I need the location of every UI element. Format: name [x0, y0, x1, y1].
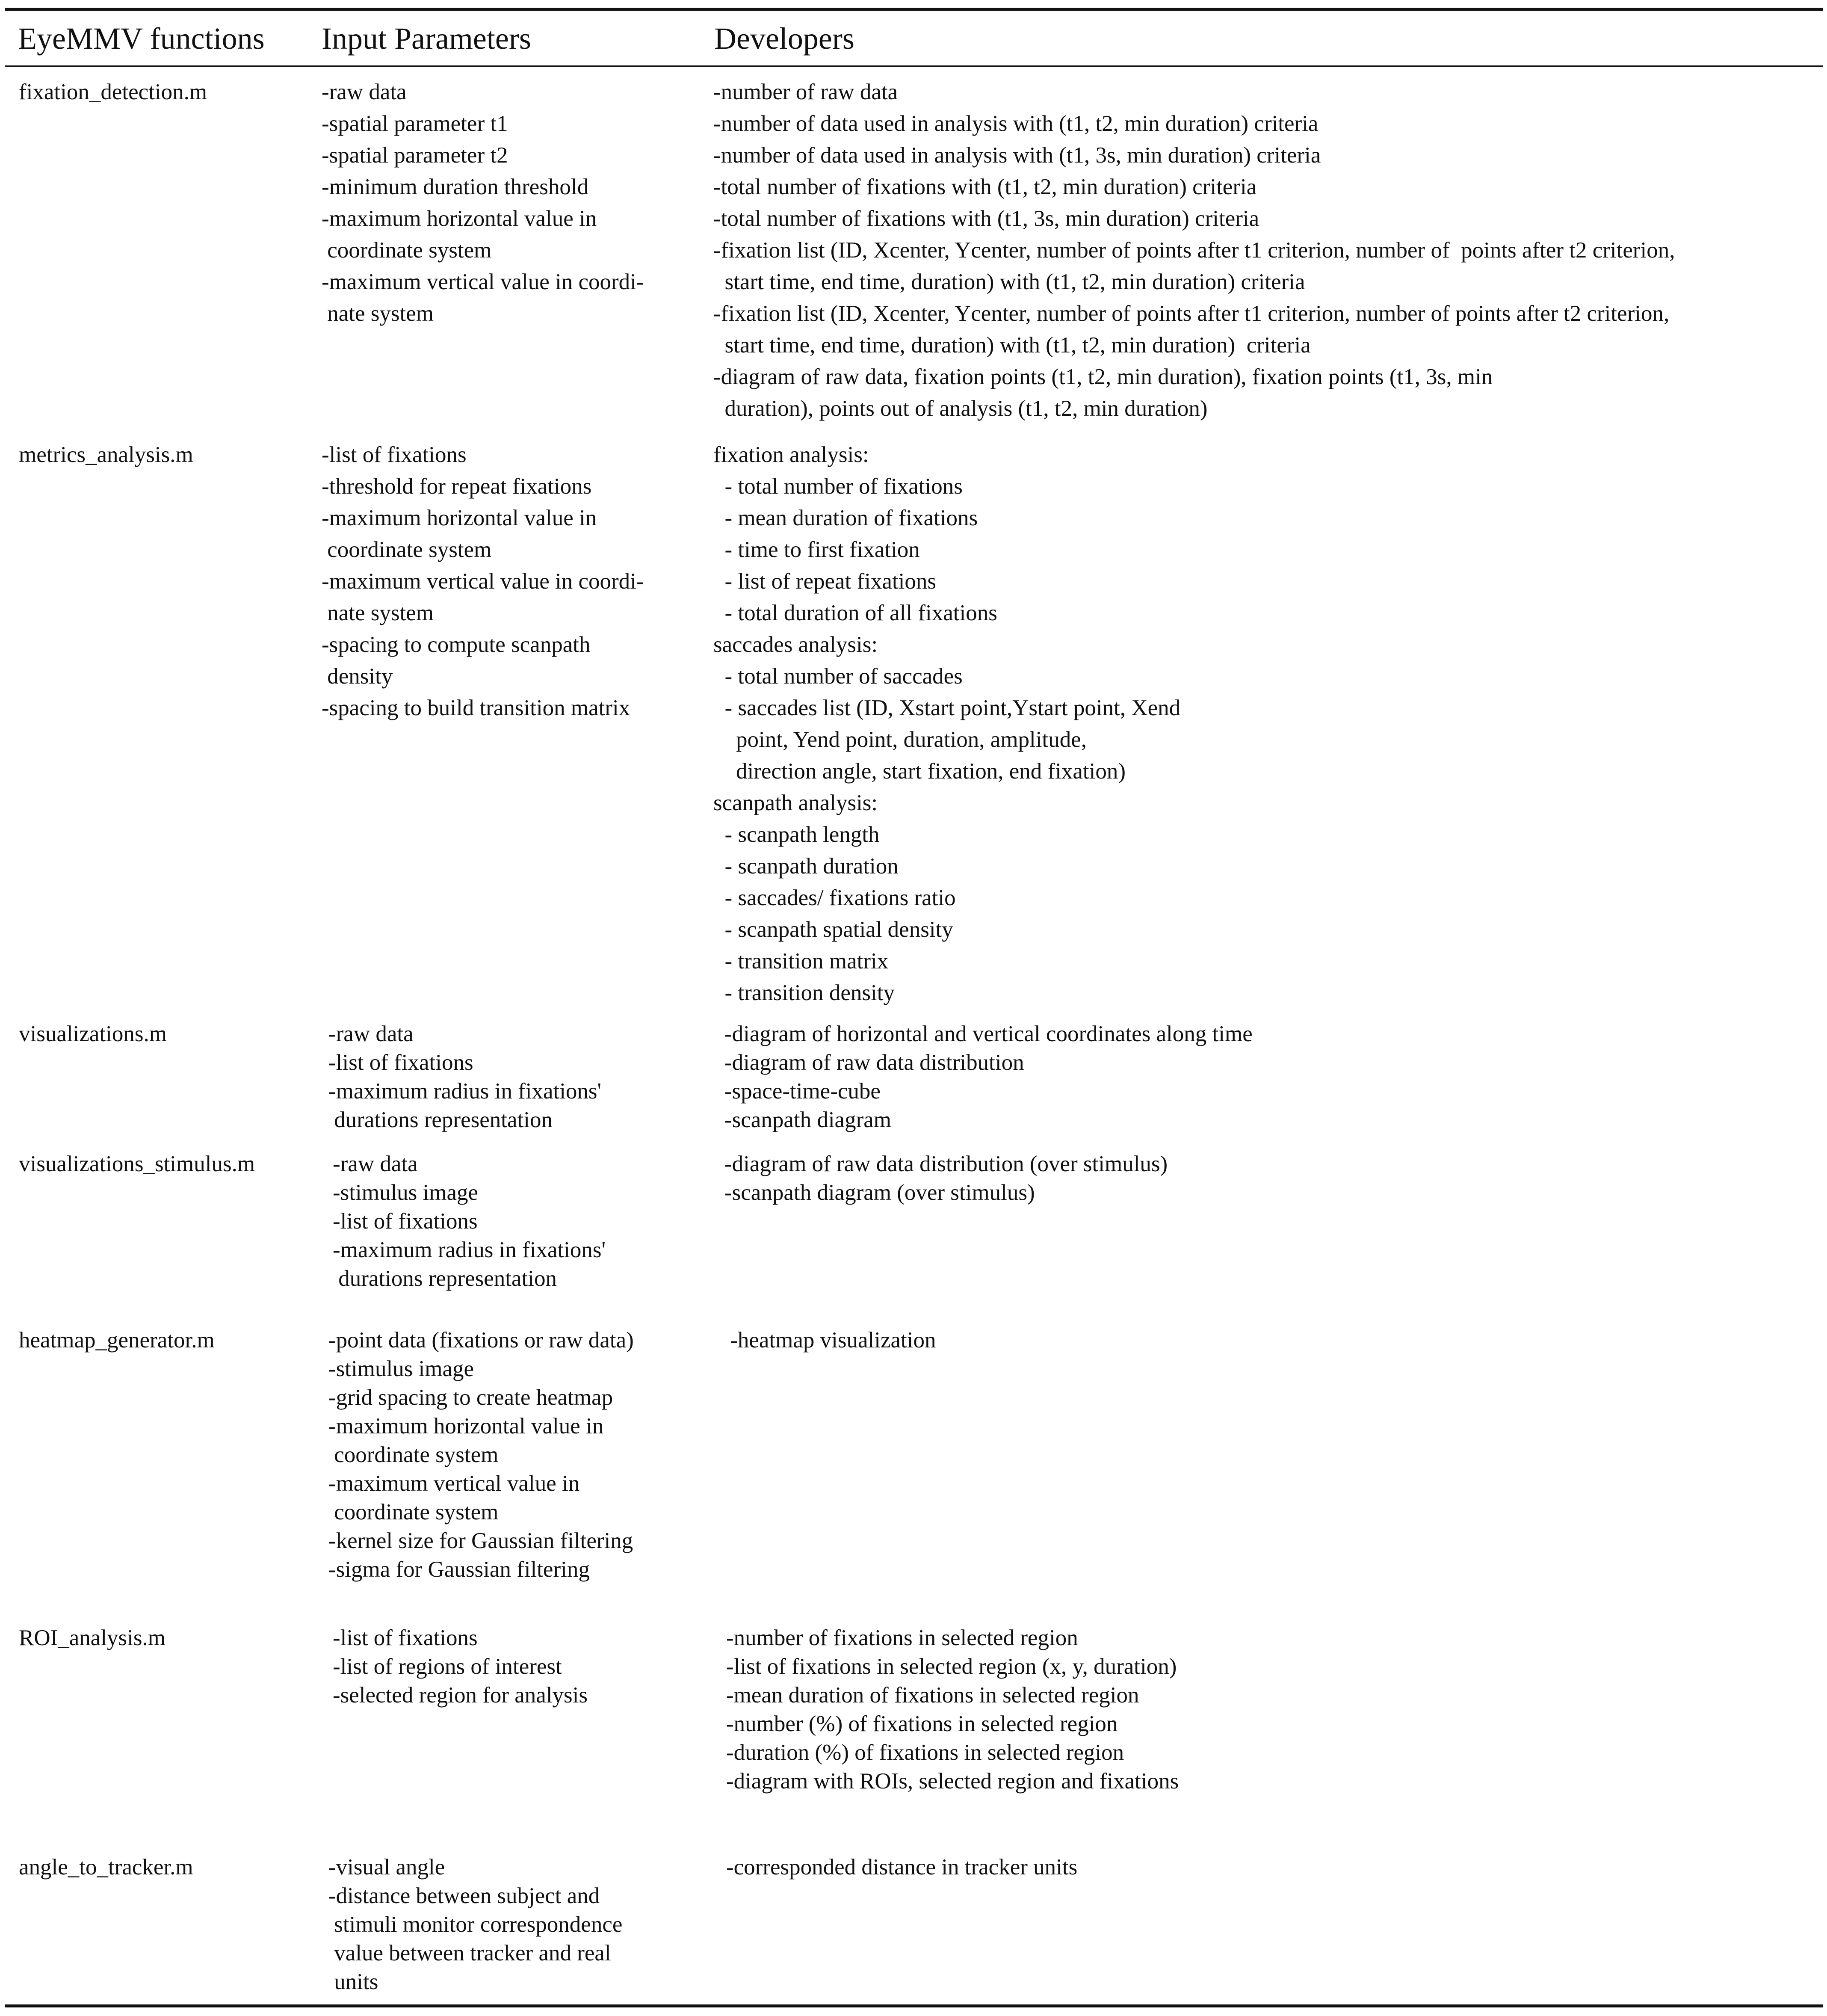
input-line: -list of fixations [333, 1209, 478, 1234]
input-line: -spatial parameter t2 [322, 143, 508, 168]
output-line: - transition matrix [713, 949, 889, 974]
header-developers: Developers [714, 21, 854, 56]
table-bottom-rule [5, 2004, 1823, 2007]
input-line: -list of fixations [328, 1050, 473, 1075]
output-line: -corresponded distance in tracker units [726, 1855, 1078, 1880]
output-line: - list of repeat fixations [713, 569, 937, 594]
output-line: - transition density [713, 980, 895, 1005]
output-line: -heatmap visualization [724, 1328, 936, 1353]
output-line: - scanpath spatial density [713, 917, 953, 942]
output-line: saccades analysis: [713, 632, 878, 657]
input-line: durations representation [333, 1266, 557, 1291]
row-visualizations-inputs [328, 1020, 601, 1134]
output-line: -number (%) of fixations in selected region [726, 1711, 1118, 1736]
input-line: durations representation [328, 1107, 553, 1132]
row-visualizations-function [19, 1020, 167, 1048]
row-visualizations-stimulus-inputs [333, 1150, 606, 1293]
header-input-parameters: Input Parameters [322, 21, 531, 56]
function-name: visualizations.m [19, 1021, 167, 1046]
output-line: - mean duration of fixations [713, 506, 978, 530]
row-angle-to-tracker-outputs [726, 1853, 1077, 1882]
function-name: visualizations_stimulus.m [19, 1152, 255, 1176]
input-line: -stimulus image [333, 1180, 479, 1205]
input-line: -raw data [328, 1021, 414, 1046]
input-line: value between tracker and real [328, 1941, 611, 1966]
output-line: - total number of fixations [713, 474, 963, 499]
output-line: -diagram of raw data distribution [724, 1050, 1024, 1075]
input-line: -maximum vertical value in [328, 1471, 580, 1496]
output-line: -scanpath diagram [724, 1107, 891, 1132]
function-name: metrics_analysis.m [19, 442, 193, 467]
input-line: units [328, 1969, 378, 1994]
input-line: -threshold for repeat fixations [322, 474, 592, 499]
function-name: ROI_analysis.m [19, 1625, 166, 1650]
input-line: -maximum radius in fixations' [333, 1237, 606, 1262]
output-line: -duration (%) of fixations in selected region [726, 1740, 1124, 1765]
row-heatmap-generator-function [19, 1326, 215, 1355]
output-line: -number of data used in analysis with (t1, 3s, min duration) criteria [713, 143, 1321, 168]
input-line: -maximum horizontal value in [328, 1414, 604, 1439]
row-visualizations-stimulus-function [19, 1150, 255, 1178]
input-line: coordinate system [322, 537, 492, 562]
row-roi-analysis-outputs [726, 1624, 1179, 1796]
row-visualizations-outputs [724, 1020, 1253, 1134]
output-line: -total number of fixations with (t1, 3s, min duration) criteria [713, 206, 1259, 231]
output-line: - total number of saccades [713, 664, 963, 689]
row-fixation-detection-outputs [713, 76, 1675, 424]
output-line: - time to first fixation [713, 537, 920, 562]
output-line: -list of fixations in selected region (x, y, duration) [726, 1654, 1177, 1679]
input-line: -list of fixations [322, 442, 467, 467]
row-metrics-analysis-inputs [322, 439, 644, 724]
input-line: density [322, 664, 393, 689]
output-line: -number of raw data [713, 80, 898, 104]
input-line: nate system [322, 301, 434, 326]
output-line: start time, end time, duration) with (t1, t2, min duration) criteria [713, 269, 1305, 294]
input-line: -maximum horizontal value in [322, 206, 597, 231]
input-line: -list of regions of interest [333, 1654, 562, 1679]
row-fixation-detection-function [19, 76, 207, 108]
input-line: -maximum vertical value in coordi- [322, 569, 644, 594]
input-line: -raw data [333, 1152, 418, 1176]
input-line: -minimum duration threshold [322, 175, 589, 199]
output-line: -diagram of horizontal and vertical coordinates along time [724, 1021, 1253, 1046]
output-line: duration), points out of analysis (t1, t2, min duration) [713, 396, 1208, 421]
input-line: -spacing to compute scanpath [322, 632, 591, 657]
output-line: - saccades list (ID, Xstart point,Ystart point, Xend [713, 696, 1181, 720]
input-line: -maximum horizontal value in [322, 506, 597, 530]
function-name: heatmap_generator.m [19, 1328, 215, 1353]
row-angle-to-tracker-inputs [328, 1853, 622, 1996]
input-line: coordinate system [322, 238, 492, 263]
row-roi-analysis-function [19, 1624, 166, 1652]
output-line: -number of data used in analysis with (t1, t2, min duration) criteria [713, 111, 1319, 136]
function-name: angle_to_tracker.m [19, 1855, 193, 1880]
input-line: -visual angle [328, 1855, 445, 1880]
input-line: -spatial parameter t1 [322, 111, 508, 136]
input-line: -point data (fixations or raw data) [328, 1328, 634, 1353]
input-line: -raw data [322, 80, 407, 104]
row-metrics-analysis-function [19, 439, 193, 471]
row-metrics-analysis-outputs [713, 439, 1180, 1009]
input-line: -distance between subject and [328, 1883, 600, 1908]
input-line: -sigma for Gaussian filtering [328, 1557, 590, 1582]
output-line: -space-time-cube [724, 1079, 881, 1104]
input-line: coordinate system [328, 1500, 499, 1525]
input-line: -kernel size for Gaussian filtering [328, 1528, 633, 1553]
output-line: -diagram of raw data, fixation points (t1, t2, min duration), fixation points (t1, 3s, min [713, 364, 1493, 389]
output-line: -fixation list (ID, Xcenter, Ycenter, number of points after t1 criterion, number of points after t2 criterion, [713, 238, 1675, 263]
input-line: -maximum vertical value in coordi- [322, 269, 644, 294]
header-rule [5, 65, 1823, 67]
output-line: -total number of fixations with (t1, t2, min duration) criteria [713, 175, 1257, 199]
output-line: -diagram of raw data distribution (over stimulus) [724, 1152, 1168, 1176]
function-name: fixation_detection.m [19, 80, 207, 104]
output-line: - total duration of all fixations [713, 601, 997, 625]
output-line: direction angle, start fixation, end fixation) [713, 759, 1126, 784]
row-fixation-detection-inputs [322, 76, 644, 329]
header-functions: EyeMMV functions [18, 21, 265, 56]
output-line: -scanpath diagram (over stimulus) [724, 1180, 1035, 1205]
input-line: nate system [322, 601, 434, 625]
output-line: -mean duration of fixations in selected region [726, 1683, 1139, 1708]
output-line: -number of fixations in selected region [726, 1625, 1078, 1650]
input-line: -list of fixations [333, 1625, 478, 1650]
table-top-rule [5, 8, 1823, 11]
output-line: - saccades/ fixations ratio [713, 885, 956, 910]
row-angle-to-tracker-function [19, 1853, 193, 1882]
row-roi-analysis-inputs [333, 1624, 588, 1710]
input-line: -maximum radius in fixations' [328, 1079, 602, 1104]
input-line: coordinate system [328, 1442, 499, 1467]
output-line: scanpath analysis: [713, 790, 878, 815]
input-line: -selected region for analysis [333, 1683, 588, 1708]
input-line: -grid spacing to create heatmap [328, 1385, 613, 1410]
output-line: fixation analysis: [713, 442, 869, 467]
output-line: -diagram with ROIs, selected region and fixations [726, 1769, 1179, 1794]
row-heatmap-generator-outputs [724, 1326, 936, 1355]
output-line: -fixation list (ID, Xcenter, Ycenter, number of points after t1 criterion, number of points after t2 criterion, [713, 301, 1670, 326]
output-line: - scanpath length [713, 822, 880, 847]
input-line: -spacing to build transition matrix [322, 696, 630, 720]
row-heatmap-generator-inputs [328, 1326, 634, 1584]
row-visualizations-stimulus-outputs [724, 1150, 1168, 1207]
output-line: - scanpath duration [713, 854, 899, 879]
input-line: -stimulus image [328, 1356, 474, 1381]
output-line: start time, end time, duration) with (t1, t2, min duration) criteria [713, 333, 1311, 358]
input-line: stimuli monitor correspondence [328, 1912, 623, 1937]
output-line: point, Yend point, duration, amplitude, [713, 727, 1087, 752]
